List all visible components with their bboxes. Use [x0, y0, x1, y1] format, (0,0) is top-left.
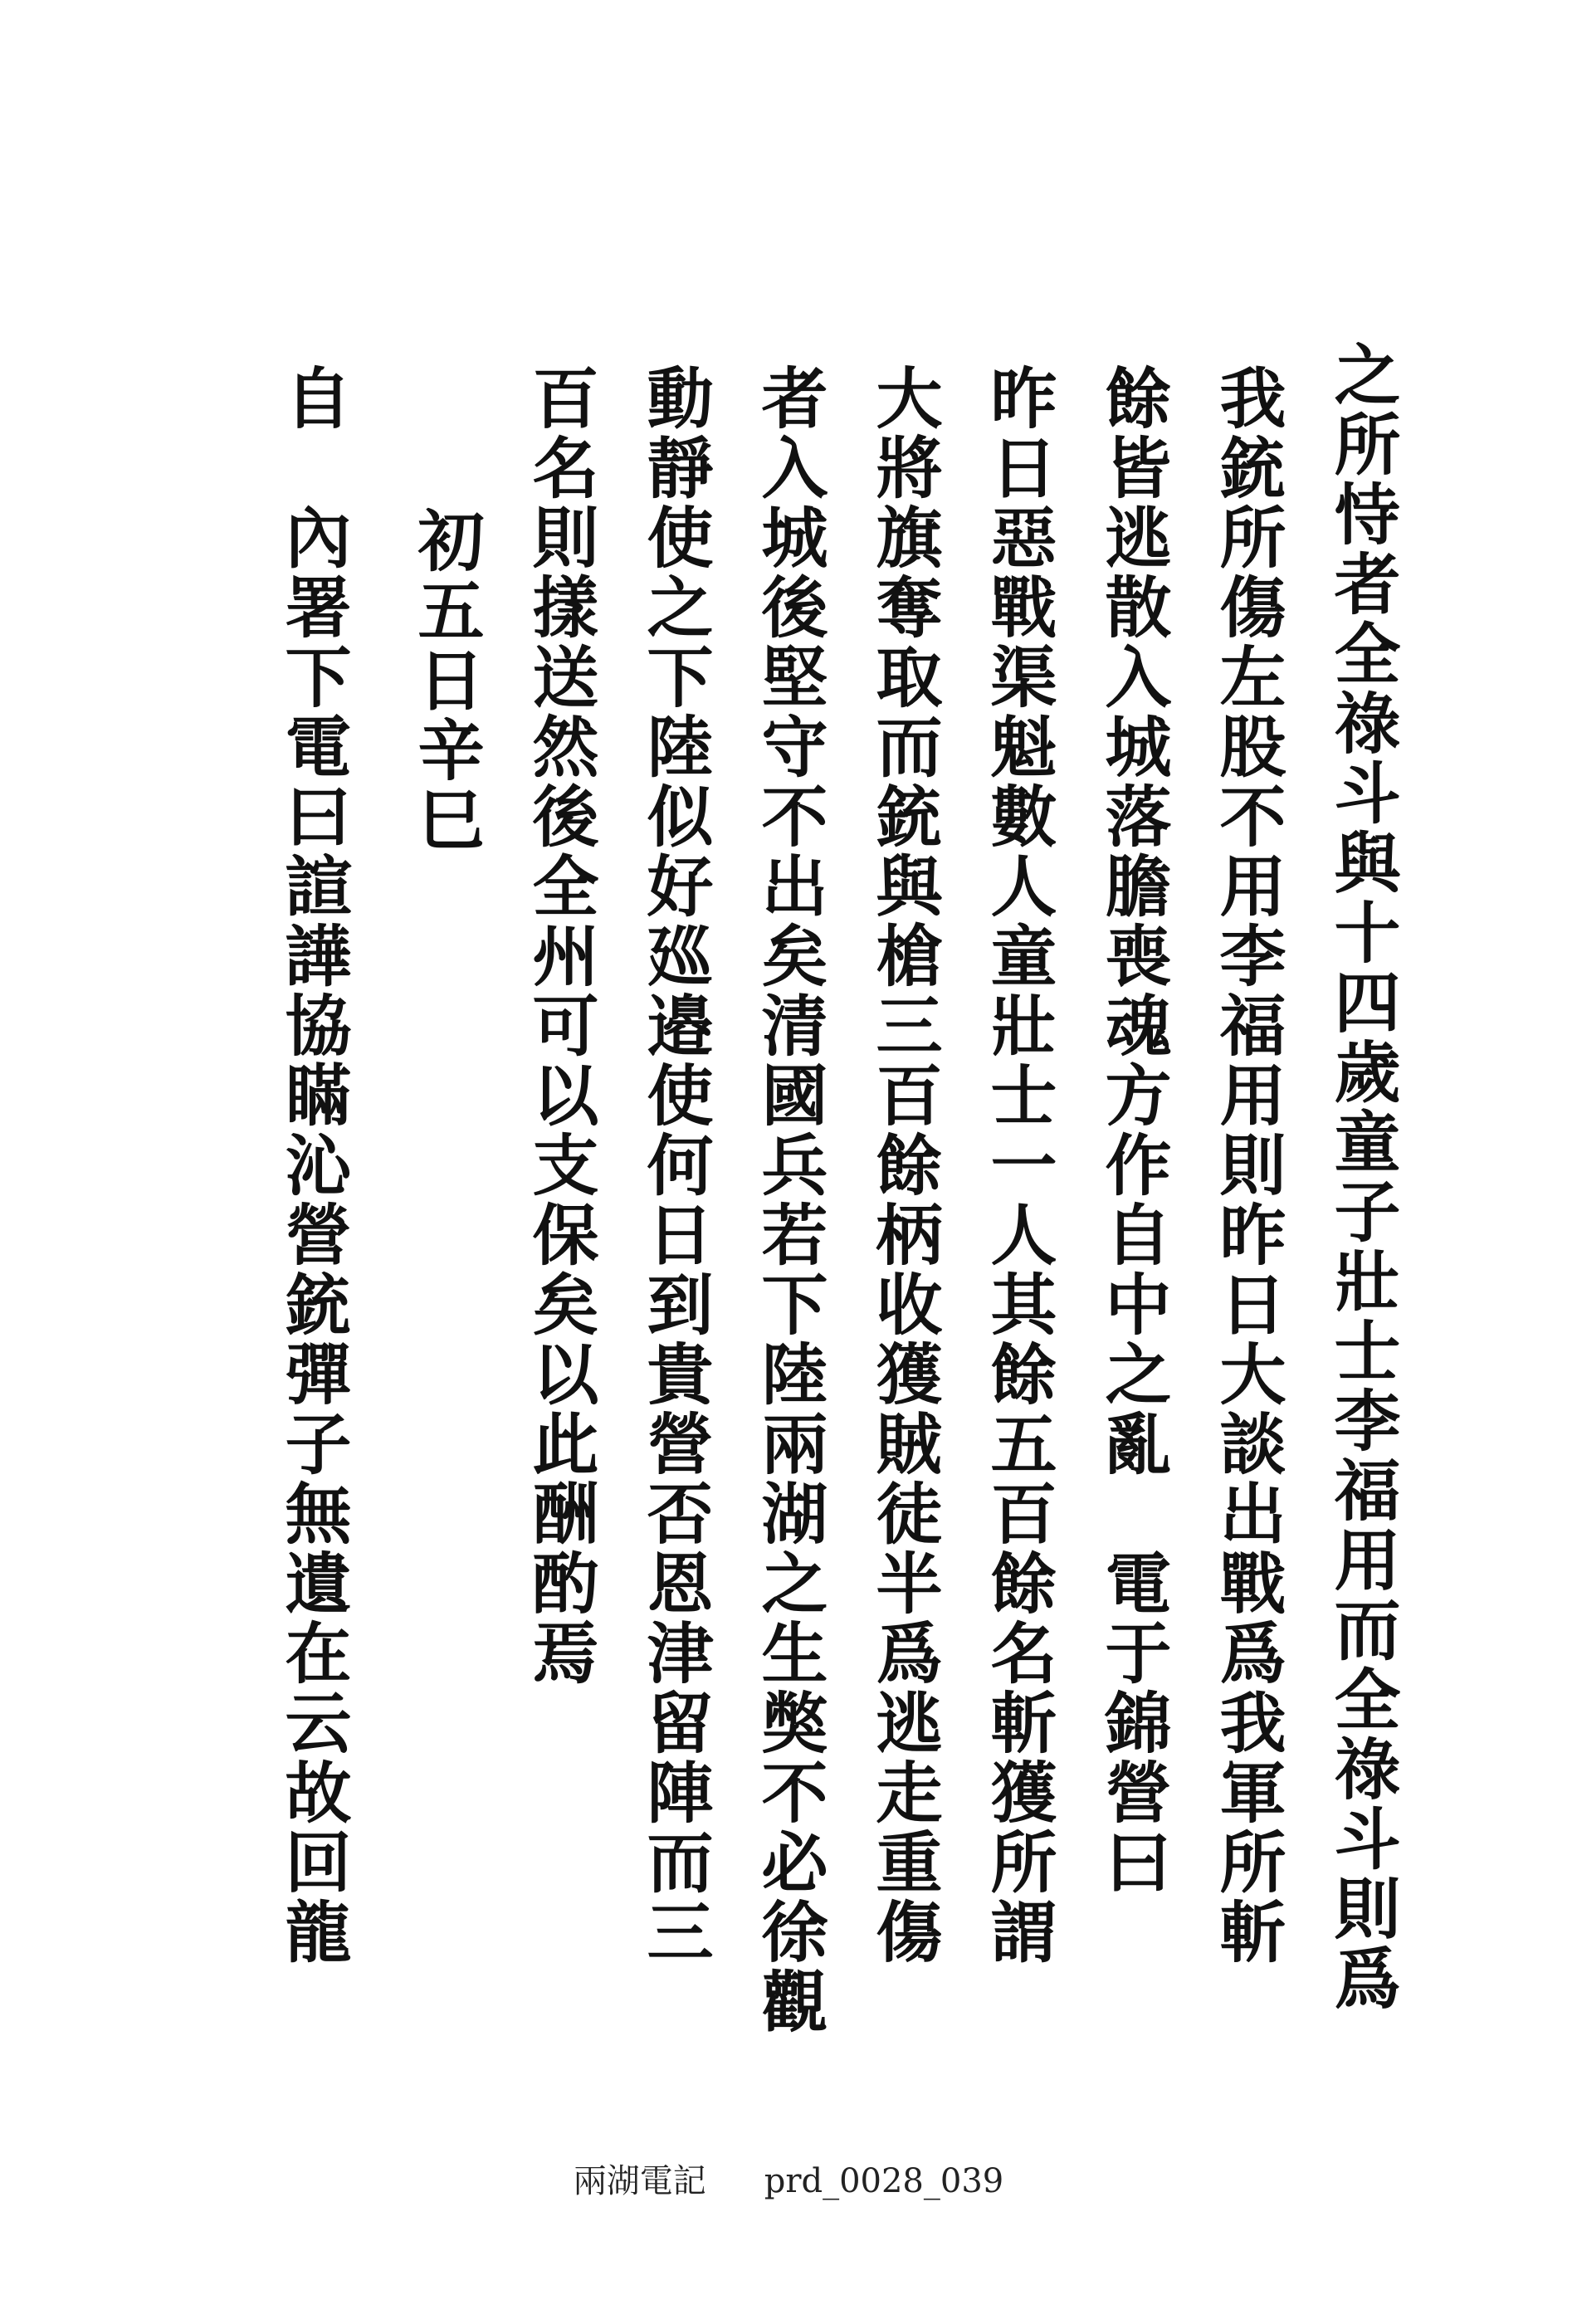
telegram-header: 電于錦營曰: [1094, 1549, 1172, 1897]
text-column-7: 動靜使之下陸似好廵邉使何日到貴營否恩津留陣而三: [636, 364, 714, 1967]
footer-title: 兩湖電記: [573, 2162, 706, 2200]
text-column-4: 昨日惡戰渠魁數人童壯士一人其餘五百餘名斬獲所謂: [979, 364, 1057, 1967]
text-column-1: 之所恃者全祿斗與十四歲童子壯士李福用而全祿斗則爲: [1323, 340, 1401, 2014]
footer-page-id: prd_0028_039: [764, 2162, 1004, 2200]
date-heading: 初五日辛巳: [407, 506, 485, 855]
text-column-5: 大將旗奪取而銃與槍三百餘柄收獲賊徒半爲逃走重傷: [865, 364, 943, 1967]
column-3-text: 餘皆逃散入城落膽喪魂方作自中之亂: [1094, 364, 1172, 1479]
column-10-start: 自: [274, 364, 352, 433]
vertical-text-block: [256, 340, 1419, 2083]
column-10-text: 內署下電曰諠譁協瞞沁營銃彈子無遺在云故回龍: [274, 503, 352, 1967]
text-column-10: [256, 340, 370, 1967]
text-column-8: 百名則㨾送然後全州可以支保矣以此酬酌焉: [521, 364, 599, 1688]
text-column-2: 我銃所傷左股不用李福用則昨日大談出戰爲我軍所斬: [1208, 364, 1286, 1967]
text-column-3: [1076, 340, 1190, 1897]
text-column-6: 者入城後堅守不出矣清國兵若下陸兩湖之生獘不必徐觀: [750, 364, 828, 2037]
page-footer: [0, 2155, 1577, 2202]
